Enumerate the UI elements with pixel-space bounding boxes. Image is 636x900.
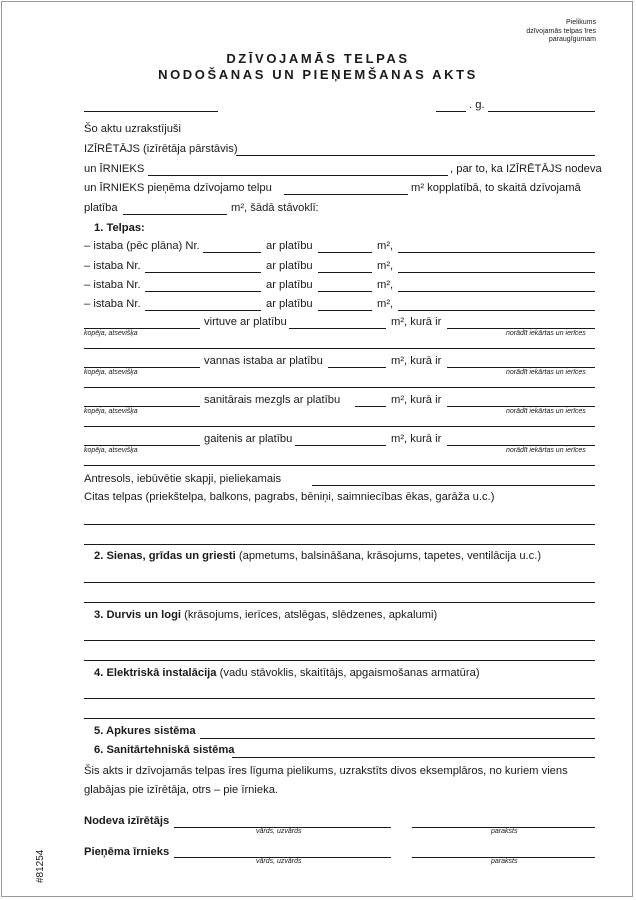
tenant-name-hint: vārds, uzvārds: [256, 858, 302, 865]
year-label: . g.: [469, 99, 485, 111]
condition-text: m², šādā stāvoklī:: [231, 202, 319, 214]
toilet-equipment-field[interactable]: [447, 406, 595, 407]
room-1-area-label: ar platību: [266, 240, 313, 252]
kitchen-hint-right: norādīt iekārtas un ierīces: [506, 330, 586, 337]
room-3-note[interactable]: [398, 291, 595, 292]
section2-line-2[interactable]: [84, 602, 595, 603]
tenant-field[interactable]: [148, 175, 448, 176]
room-1-area[interactable]: [318, 252, 372, 253]
day-field[interactable]: [436, 111, 466, 112]
bathroom-type-field[interactable]: [84, 367, 200, 368]
bathroom-extra-line[interactable]: [84, 387, 595, 388]
landlord-field[interactable]: [236, 155, 595, 156]
kitchen-area-field[interactable]: [289, 328, 386, 329]
section5-heading: 5. Apkures sistēma: [94, 725, 196, 737]
section2-desc: (apmetums, balsināšana, krāsojums, tapetes, ventilācija u.c.): [238, 550, 542, 562]
toilet-type-field[interactable]: [84, 406, 200, 407]
room-2-number[interactable]: [145, 272, 261, 273]
section6-heading: 6. Sanitārtehniskā sistēma: [94, 744, 235, 756]
room-4-unit: m²,: [377, 298, 394, 310]
total-area-field[interactable]: [284, 194, 408, 195]
toilet-hint-right: norādīt iekārtas un ierīces: [506, 408, 586, 415]
section3-desc: (krāsojums, ierīces, atslēgas, slēdzenes, apkalumi): [184, 609, 438, 621]
hallway-equipment-field[interactable]: [447, 445, 595, 446]
appendix-note: Pielikums dzīvojamās telpas īres paraugīgumam: [526, 19, 596, 43]
total-area-text: m² kopplatībā, to skaitā dzīvojamā: [411, 182, 581, 194]
bathroom-hint-right: norādīt iekārtas un ierīces: [506, 369, 586, 376]
section3-heading: 3. Durvis un logi: [94, 609, 182, 621]
hallway-type-field[interactable]: [84, 445, 200, 446]
room-3-number[interactable]: [145, 291, 261, 292]
bathroom-tail: m², kurā ir: [391, 355, 442, 367]
room-2-unit: m²,: [377, 260, 394, 272]
room-3-label: – istaba Nr.: [84, 279, 141, 291]
room-3-area-label: ar platību: [266, 279, 313, 291]
bathroom-hint-left: kopēja, atsevišķa: [84, 369, 138, 376]
toilet-extra-line[interactable]: [84, 426, 595, 427]
room-4-label: – istaba Nr.: [84, 298, 141, 310]
room-2-note[interactable]: [398, 272, 595, 273]
room-4-note[interactable]: [398, 310, 595, 311]
section2-heading: 2. Sienas, grīdas un griesti: [94, 550, 236, 562]
kitchen-hint-left: kopēja, atsevišķa: [84, 330, 138, 337]
heating-field[interactable]: [200, 738, 595, 739]
room-1-label: – istaba (pēc plāna) Nr.: [84, 240, 200, 252]
bathroom-equipment-field[interactable]: [447, 367, 595, 368]
room-1-note[interactable]: [398, 252, 595, 253]
landlord-label: IZĪRĒTĀJS (izīrētāja pārstāvis): [84, 143, 238, 155]
room-4-number[interactable]: [145, 310, 261, 311]
landlord-signature-hint: paraksts: [491, 828, 518, 835]
other-rooms-line-1[interactable]: [84, 524, 595, 525]
toilet-tail: m², kurā ir: [391, 394, 442, 406]
section2-title: [94, 550, 541, 562]
section4-line-2[interactable]: [84, 718, 595, 719]
kitchen-tail: m², kurā ir: [391, 316, 442, 328]
hallway-hint-left: kopēja, atsevišķa: [84, 447, 138, 454]
handed-label: Nodeva izīrētājs: [84, 815, 170, 827]
room-1-number[interactable]: [203, 252, 261, 253]
kitchen-equipment-field[interactable]: [447, 328, 595, 329]
section3-title: [94, 609, 437, 621]
accepted-text: un ĪRNIEKS pieņēma dzīvojamo telpu: [84, 182, 272, 194]
section3-line-1[interactable]: [84, 640, 595, 641]
room-3-area[interactable]: [318, 291, 372, 292]
room-2-area-label: ar platību: [266, 260, 313, 272]
section4-desc: (vadu stāvoklis, skaitītājs, apgaismošanas armatūra): [219, 667, 480, 679]
landlord-name-hint: vārds, uzvārds: [256, 828, 302, 835]
room-1-unit: m²,: [377, 240, 394, 252]
tenant-signature-hint: paraksts: [491, 858, 518, 865]
living-area-field[interactable]: [123, 214, 227, 215]
title-line-1: DZĪVOJAMĀS TELPAS: [226, 51, 410, 66]
received-label: Pieņēma īrnieks: [84, 846, 170, 858]
room-2-area[interactable]: [318, 272, 372, 273]
kitchen-type-field[interactable]: [84, 328, 200, 329]
title-line-2: NODOŠANAS UN PIEŅEMŠANAS AKTS: [158, 67, 478, 82]
closing-line-1: Šis akts ir dzīvojamās telpas īres līguma pielikums, uzrakstīts divos eksemplāros, no kuriem viens: [84, 765, 568, 777]
section4-line-1[interactable]: [84, 698, 595, 699]
room-3-unit: m²,: [377, 279, 394, 291]
toilet-area-field[interactable]: [355, 406, 386, 407]
tenant-tail: , par to, ka IZĪRĒTĀJS nodeva: [450, 163, 602, 175]
room-4-area[interactable]: [318, 310, 372, 311]
bathroom-label: vannas istaba ar platību: [204, 355, 323, 367]
hallway-hint-right: norādīt iekārtas un ierīces: [506, 447, 586, 454]
other-rooms-label: Citas telpas (priekštelpa, balkons, pagrabs, bēniņi, saimniecības ēkas, garāža u.c.): [84, 491, 495, 503]
sanitary-field[interactable]: [232, 757, 595, 758]
other-rooms-line-2[interactable]: [84, 544, 595, 545]
year-field[interactable]: [488, 111, 595, 112]
living-area-label: platība: [84, 202, 118, 214]
hallway-tail: m², kurā ir: [391, 433, 442, 445]
section3-line-2[interactable]: [84, 660, 595, 661]
hallway-extra-line[interactable]: [84, 465, 595, 466]
room-2-label: – istaba Nr.: [84, 260, 141, 272]
mezzanine-label: Antresols, iebūvētie skapji, pieliekamais: [84, 473, 282, 485]
closing-line-2: glabājas pie izīrētāja, otrs – pie īrnieka.: [84, 784, 279, 796]
section2-line-1[interactable]: [84, 582, 595, 583]
section4-title: [94, 667, 480, 679]
toilet-label: sanitārais mezgls ar platību: [204, 394, 341, 406]
form-code: #81254: [35, 849, 46, 883]
room-4-area-label: ar platību: [266, 298, 313, 310]
kitchen-label: virtuve ar platību: [204, 316, 287, 328]
hallway-area-field[interactable]: [295, 445, 386, 446]
place-field[interactable]: [84, 111, 218, 112]
mezzanine-field[interactable]: [312, 485, 595, 486]
section4-heading: 4. Elektriskā instalācija: [94, 667, 217, 679]
bathroom-area-field[interactable]: [328, 367, 386, 368]
toilet-hint-left: kopēja, atsevišķa: [84, 408, 138, 415]
hallway-label: gaitenis ar platību: [204, 433, 293, 445]
signed-by-text: Šo aktu uzrakstījuši: [84, 123, 182, 135]
kitchen-extra-line[interactable]: [84, 348, 595, 349]
section1-heading: 1. Telpas:: [94, 222, 145, 234]
tenant-label: un ĪRNIEKS: [84, 163, 145, 175]
